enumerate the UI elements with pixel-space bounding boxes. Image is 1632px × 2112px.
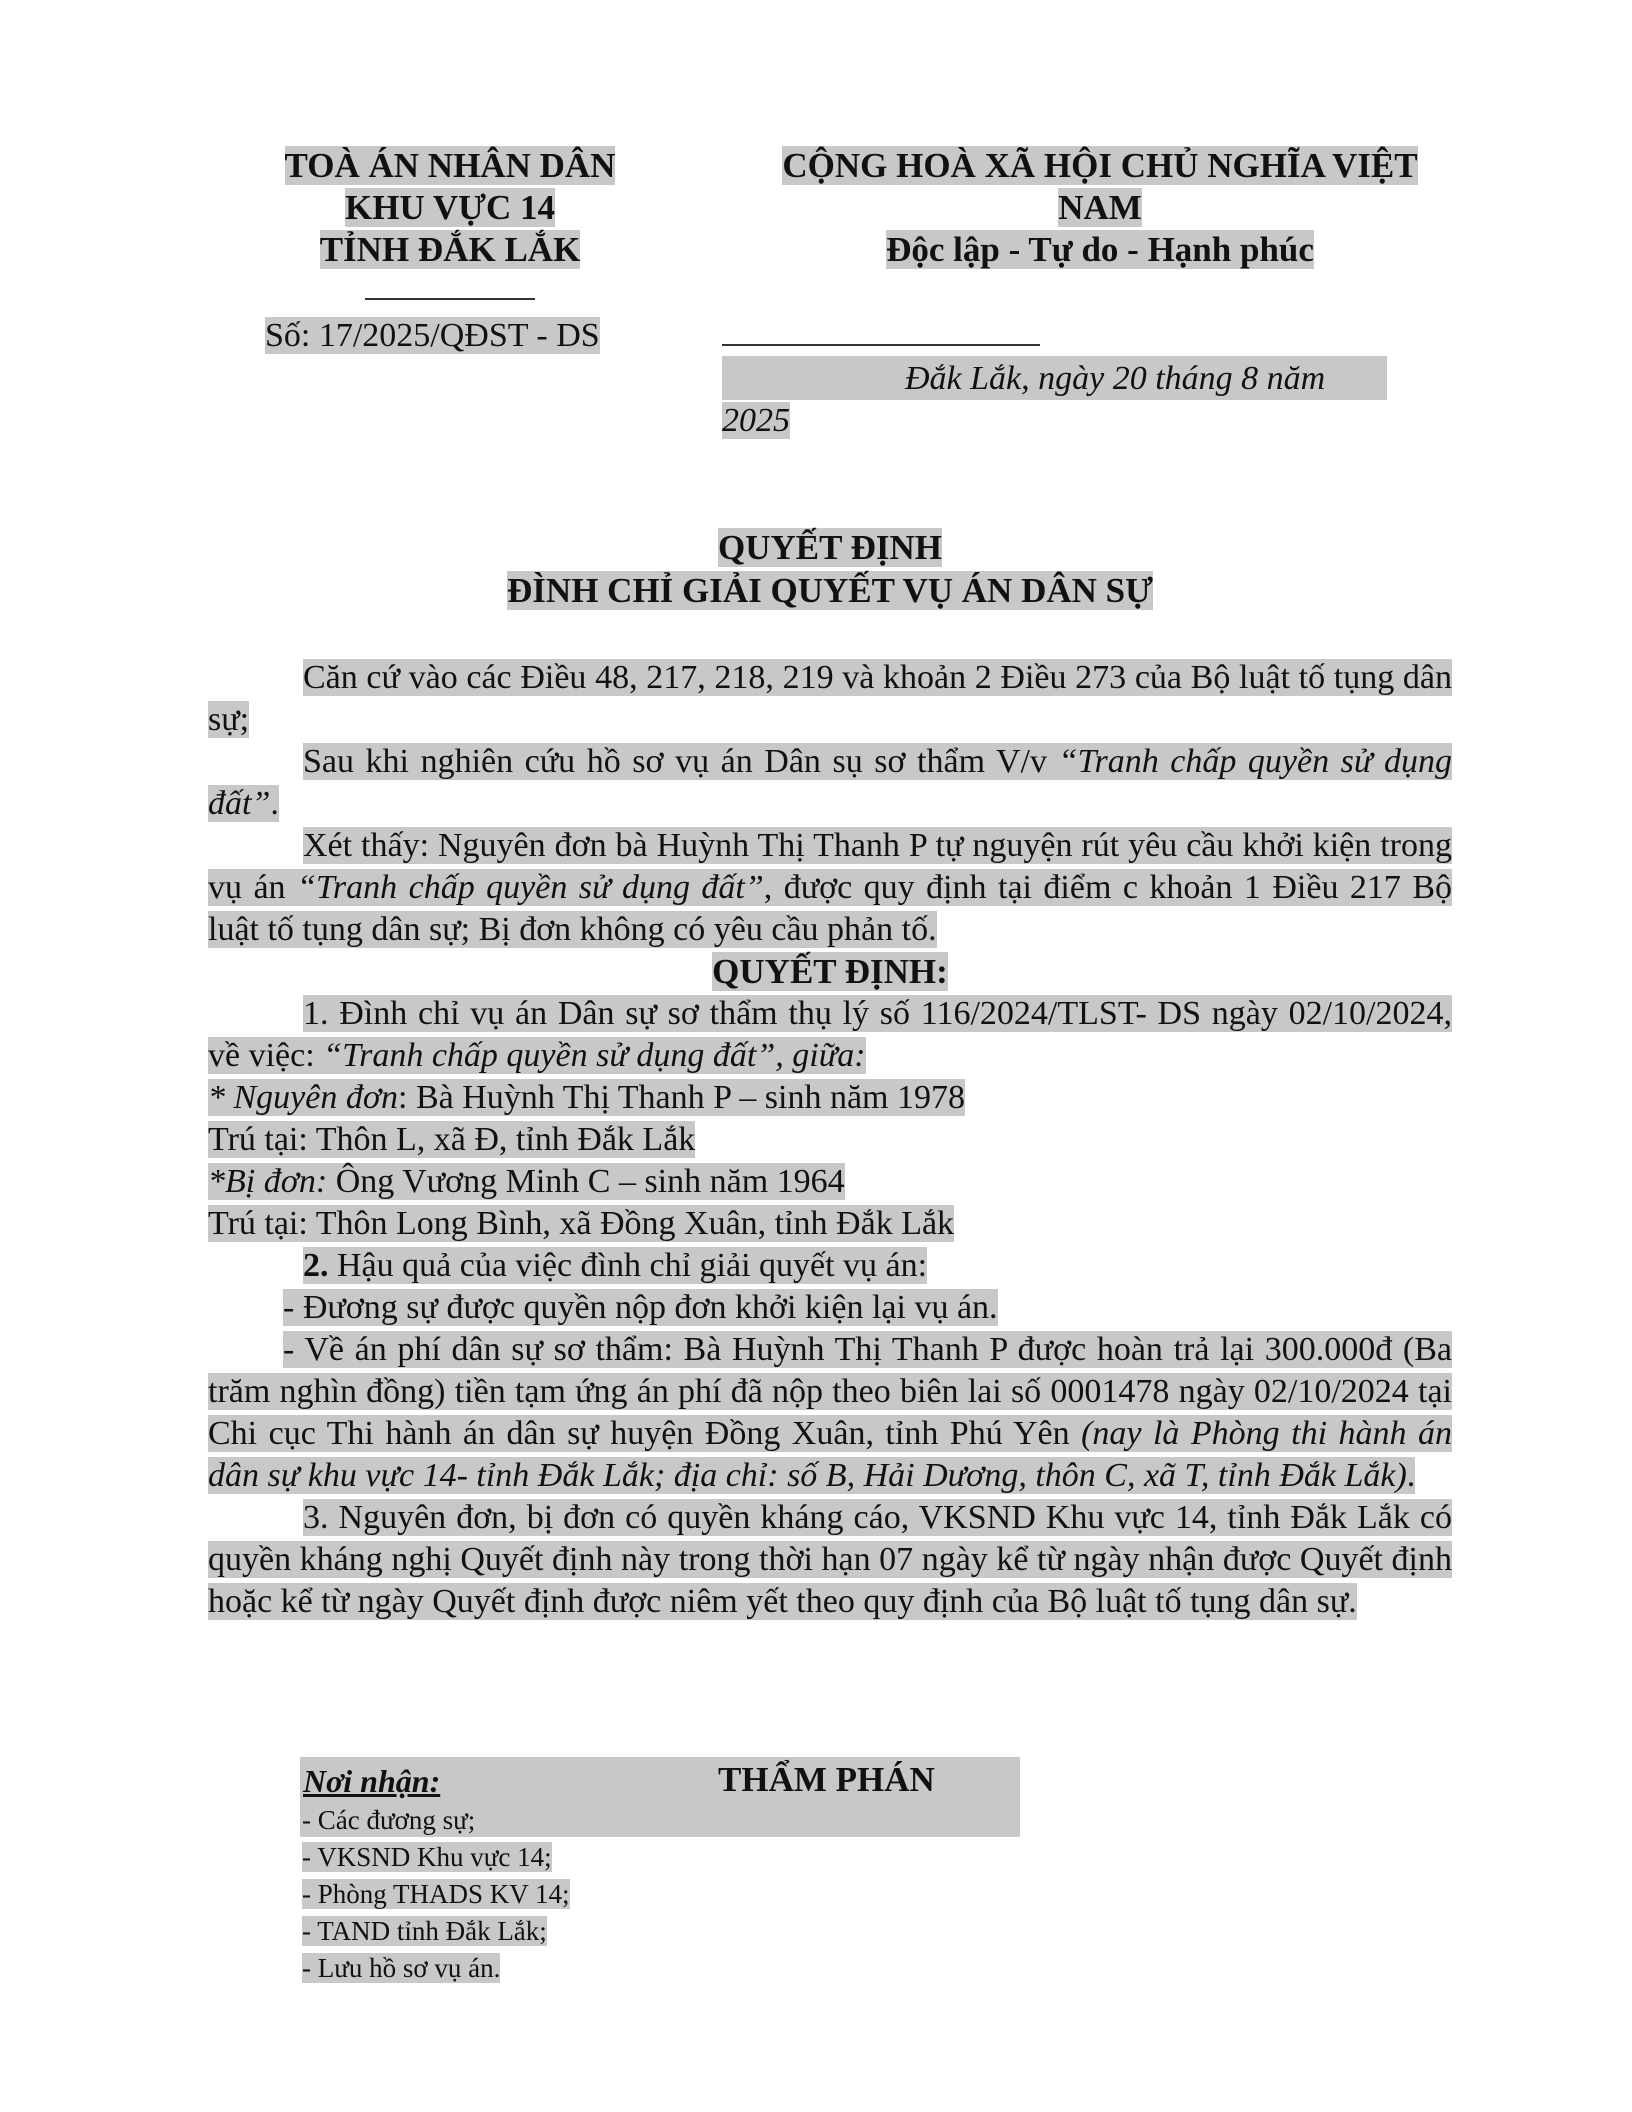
item-1-paragraph: 1. Đình chỉ vụ án Dân sự sơ thẩm thụ lý số 116/2024/TLST- DS ngày 02/10/2024, về việc: “Tranh chấp quyền sử dụng đất”, giữa: <box>208 995 1452 1074</box>
recipient-item: - TAND tỉnh Đắk Lắk; <box>302 1916 547 1946</box>
defendant-line: *Bị đơn: Ông Vương Minh C – sinh năm 1964 <box>208 1163 845 1200</box>
recipients-label: Nơi nhận: <box>303 1763 441 1799</box>
document-subtitle: ĐÌNH CHỈ GIẢI QUYẾT VỤ ÁN DÂN SỰ <box>507 571 1153 610</box>
recipient-item: - Các đương sự; <box>302 1805 476 1835</box>
item-2-bullet-1: - Đương sự được quyền nộp đơn khởi kiện lại vụ án. <box>283 1289 998 1326</box>
plaintiff-address: Trú tại: Thôn L, xã Đ, tỉnh Đắk Lắk <box>208 1121 696 1158</box>
plaintiff-line: * Nguyên đơn: Bà Huỳnh Thị Thanh P – sinh năm 1978 <box>208 1079 965 1116</box>
court-name-line2: KHU VỰC 14 <box>345 188 555 227</box>
motto-divider <box>722 344 1040 346</box>
consideration-paragraph: Xét thấy: Nguyên đơn bà Huỳnh Thị Thanh P tự nguyện rút yêu cầu khởi kiện trong vụ án “Tranh chấp quyền sử dụng đất”, được quy định tại điểm c khoản 1 Điều 217 Bộ luật tố tụng dân sự; Bị đơn không có yêu cầu phản tố. <box>208 827 1453 948</box>
recipient-item: - Lưu hồ sơ vụ án. <box>302 1953 501 1983</box>
review-paragraph: Sau khi nghiên cứu hồ sơ vụ án Dân sụ sơ thẩm V/v “Tranh chấp quyền sử dụng đất”. <box>208 743 1452 822</box>
decision-heading: QUYẾT ĐỊNH: <box>712 952 948 991</box>
legal-basis-paragraph: Căn cứ vào các Điều 48, 217, 218, 219 và khoản 2 Điều 273 của Bộ luật tố tụng dân sự; <box>208 659 1452 738</box>
decision-number: Số: 17/2025/QĐST - DS <box>265 317 600 354</box>
recipients-list <box>302 1802 570 1987</box>
date-year: 2025 <box>722 402 790 439</box>
document-title: QUYẾT ĐỊNH <box>718 528 942 567</box>
national-title-line1: CỘNG HOÀ XÃ HỘI CHỦ NGHĨA VIỆT <box>782 146 1418 185</box>
recipient-item: - VKSND Khu vực 14; <box>302 1842 552 1872</box>
court-name-line1: TOÀ ÁN NHÂN DÂN <box>284 146 616 185</box>
signer-title: THẨM PHÁN <box>718 1760 935 1799</box>
document-body <box>208 657 1452 1623</box>
recipient-item: - Phòng THADS KV 14; <box>302 1879 570 1909</box>
court-divider <box>365 298 535 300</box>
item-2-heading: 2. Hậu quả của việc đình chỉ giải quyết vụ án: <box>303 1247 928 1284</box>
item-3-paragraph: 3. Nguyên đơn, bị đơn có quyền kháng cáo, VKSND Khu vực 14, tỉnh Đắk Lắk có quyền kháng nghị Quyết định này trong thời hạn 07 ngày kể từ ngày nhận được Quyết định hoặc kể từ ngày Quyết định được niêm yết theo quy định của Bộ luật tố tụng dân sự. <box>208 1499 1452 1620</box>
national-title-line2: NAM <box>1058 188 1142 227</box>
court-name-line3: TỈNH ĐẮK LẮK <box>319 230 581 269</box>
item-2-bullet-2: - Về án phí dân sự sơ thẩm: Bà Huỳnh Thị Thanh P được hoàn trả lại 300.000đ (Ba trăm nghìn đồng) tiền tạm ứng án phí đã nộp theo biên lai số 0001478 ngày 02/10/2024 tại Chi cục Thi hành án dân sự huyện Đồng Xuân, tỉnh Phú Yên (nay là Phòng thi hành án dân sự khu vực 14- tỉnh Đắk Lắk; địa chỉ: số B, Hải Dương, thôn C, xã T, tỉnh Đắk Lắk). <box>208 1331 1453 1494</box>
defendant-address: Trú tại: Thôn Long Bình, xã Đồng Xuân, tỉnh Đắk Lắk <box>208 1205 955 1242</box>
date-line: Đắk Lắk, ngày 20 tháng 8 năm <box>905 360 1326 397</box>
national-motto: Độc lập - Tự do - Hạnh phúc <box>886 230 1314 269</box>
